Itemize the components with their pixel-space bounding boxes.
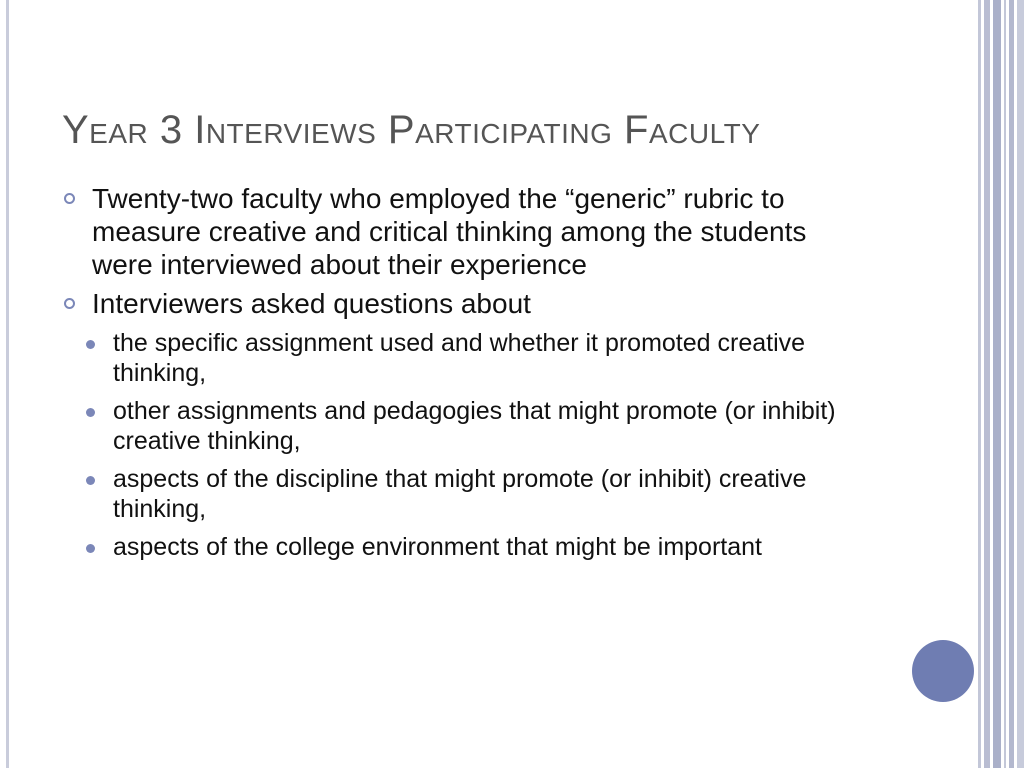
decorative-circle [912,640,974,702]
bullet-item [60,182,850,281]
right-decor-stripe [993,0,1001,768]
sub-bullet-text: other assignments and pedagogies that might promote (or inhibit) creative thinking, [113,397,836,455]
sub-bullet-item [60,464,850,524]
sub-bullet-text: aspects of the college environment that might be important [113,533,762,561]
bullet-text: Twenty-two faculty who employed the “generic” rubric to measure creative and critical thinking among the students were interviewed about their experience [92,183,807,280]
ring-bullet-icon [64,298,75,309]
dot-bullet-icon [86,476,95,485]
sub-bullet-text: the specific assignment used and whether it promoted creative thinking, [113,329,806,387]
right-decor-stripe [1017,0,1024,768]
dot-bullet-icon [86,544,95,553]
right-decor-stripe [978,0,981,768]
right-decor-stripe [1004,0,1006,768]
sub-bullet-item [60,328,850,388]
sub-bullet-item [60,532,850,562]
bullet-item [60,287,850,320]
sub-bullet-list [60,328,850,562]
dot-bullet-icon [86,408,95,417]
slide-title: Year 3 Interviews Participating Faculty [62,108,761,152]
sub-bullet-text: aspects of the discipline that might promote (or inhibit) creative thinking, [113,465,807,523]
bullet-text: Interviewers asked questions about [92,288,531,319]
right-decor-stripe [1009,0,1014,768]
right-decor-stripe [984,0,990,768]
dot-bullet-icon [86,340,95,349]
sub-bullet-item [60,396,850,456]
slide-body [60,182,850,570]
ring-bullet-icon [64,193,75,204]
left-border-stripe [6,0,9,768]
